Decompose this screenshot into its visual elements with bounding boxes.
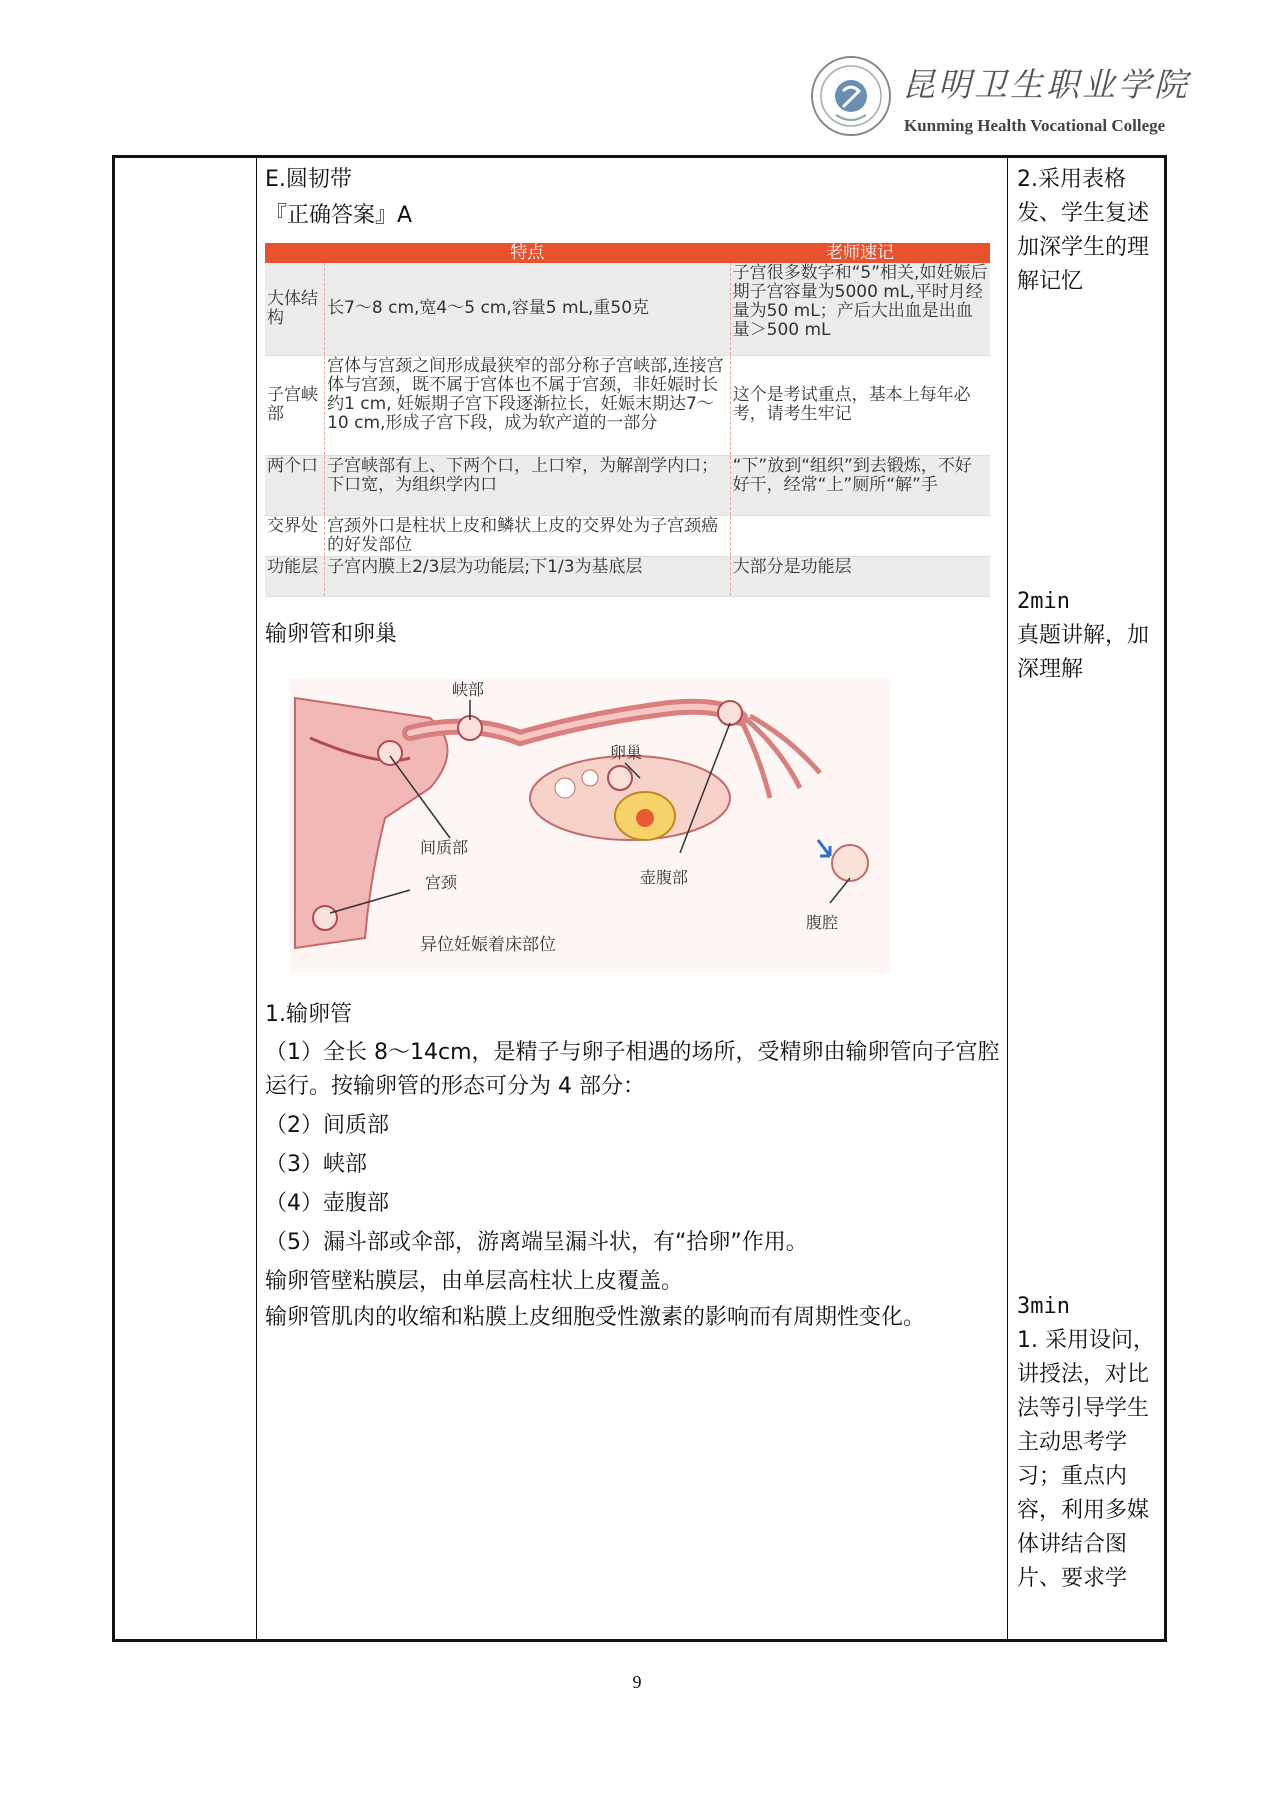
section-block bbox=[265, 617, 1000, 653]
paragraph: 输卵管壁粘膜层，由单层高柱状上皮覆盖。 bbox=[265, 1269, 684, 1294]
row-term: 交界处 bbox=[265, 515, 325, 556]
row-feature: 长7～8 cm,宽4～5 cm,容量5 mL,重50克 bbox=[325, 263, 731, 355]
row-note: “下”放到“组织”到去锻炼，不好好干，经常“上”厕所“解”手 bbox=[730, 455, 990, 515]
label-interstitial: 间质部 bbox=[420, 838, 469, 857]
school-logo bbox=[810, 55, 1190, 150]
table-row bbox=[265, 515, 990, 556]
row-note: 这个是考试重点，基本上每年必考，请考生牢记 bbox=[730, 355, 990, 455]
paragraph: （1）全长 8～14cm，是精子与卵子相遇的场所，受精卵由输卵管向子宫腔运行。按输卵管的形态可分为 4 部分： bbox=[265, 1040, 1000, 1099]
table-header-note: 老师速记 bbox=[730, 243, 990, 263]
knowledge-table bbox=[265, 243, 990, 597]
side-note: 2.采用表格发、学生复述加深学生的理解记忆 bbox=[1017, 167, 1150, 294]
table-row bbox=[265, 263, 990, 355]
table-header-feature: 特点 bbox=[325, 243, 731, 263]
school-seal-icon bbox=[810, 55, 892, 137]
column-divider-left bbox=[256, 158, 257, 1639]
row-term: 大体结构 bbox=[265, 263, 325, 355]
table-row bbox=[265, 455, 990, 515]
table-header-term bbox=[265, 243, 325, 263]
label-ampulla: 壶腹部 bbox=[640, 868, 689, 887]
side-note: 1. 采用设问，讲授法，对比法等引导学生主动思考学习；重点内容，利用多媒体讲结合图片、要求学 bbox=[1017, 1328, 1155, 1591]
label-isthmus: 峡部 bbox=[452, 680, 485, 699]
page-number: 9 bbox=[632, 1672, 642, 1692]
paragraph: （3）峡部 bbox=[265, 1152, 367, 1177]
paragraph: （4）壶腹部 bbox=[265, 1191, 389, 1216]
row-note: 子宫很多数字和“5”相关,如妊娠后期子宫容量为5000 mL,平时月经量为50 mL；产后大出血是出血量＞500 mL bbox=[730, 263, 990, 355]
label-cervix: 宫颈 bbox=[425, 873, 458, 892]
table-row bbox=[265, 556, 990, 596]
row-feature: 子宫内膜上2/3层为功能层;下1/3为基底层 bbox=[325, 556, 731, 596]
row-term: 子宫峡部 bbox=[265, 355, 325, 455]
label-abdominal: 腹腔 bbox=[806, 913, 839, 932]
column-divider-right bbox=[1007, 158, 1008, 1639]
option-e: E.圆韧带 bbox=[265, 167, 352, 192]
side-time: 3min bbox=[1017, 1294, 1070, 1319]
row-note: 大部分是功能层 bbox=[730, 556, 990, 596]
row-term: 功能层 bbox=[265, 556, 325, 596]
label-ovary: 卵巢 bbox=[610, 743, 643, 762]
school-name-cn: 昆明卫生职业学院 bbox=[902, 65, 1190, 104]
side-note: 真题讲解，加深理解 bbox=[1017, 623, 1150, 682]
row-term: 两个口 bbox=[265, 455, 325, 515]
row-note bbox=[730, 515, 990, 556]
table-row bbox=[265, 355, 990, 455]
diagram-caption: 异位妊娠着床部位 bbox=[420, 935, 556, 955]
row-feature: 子宫峡部有上、下两个口，上口窄，为解剖学内口；下口宽，为组织学内口 bbox=[325, 455, 731, 515]
paragraph: 输卵管肌肉的收缩和粘膜上皮细胞受性激素的影响而有周期性变化。 bbox=[265, 1305, 926, 1330]
side-notes-2 bbox=[1017, 585, 1157, 687]
paragraph: （5）漏斗部或伞部，游离端呈漏斗状，有“拾卵”作用。 bbox=[265, 1230, 808, 1255]
side-notes-3 bbox=[1017, 1290, 1157, 1596]
row-feature: 宫体与宫颈之间形成最狭窄的部分称子宫峡部,连接宫体与宫颈，既不属于宫体也不属于宫颈，非妊娠时长约1 cm, 妊娠期子宫下段逐渐拉长，妊娠末期达7～10 cm,形成子宫下段，成为软产道的一部分 bbox=[325, 355, 731, 455]
main-content bbox=[265, 162, 1000, 234]
side-notes-1 bbox=[1017, 163, 1157, 299]
side-time: 2min bbox=[1017, 589, 1070, 614]
table-header-row bbox=[265, 243, 990, 263]
school-name-en: Kunming Health Vocational College bbox=[904, 116, 1166, 135]
fallopian-tube-diagram bbox=[290, 678, 890, 973]
section-title: 输卵管和卵巢 bbox=[265, 622, 398, 647]
paragraph: （2）间质部 bbox=[265, 1113, 389, 1138]
heading-fallopian-tube: 1.输卵管 bbox=[265, 1002, 352, 1027]
row-feature: 宫颈外口是柱状上皮和鳞状上皮的交界处为子宫颈癌的好发部位 bbox=[325, 515, 731, 556]
correct-answer: 『正确答案』A bbox=[265, 203, 413, 228]
tube-text-block bbox=[265, 995, 1000, 1335]
